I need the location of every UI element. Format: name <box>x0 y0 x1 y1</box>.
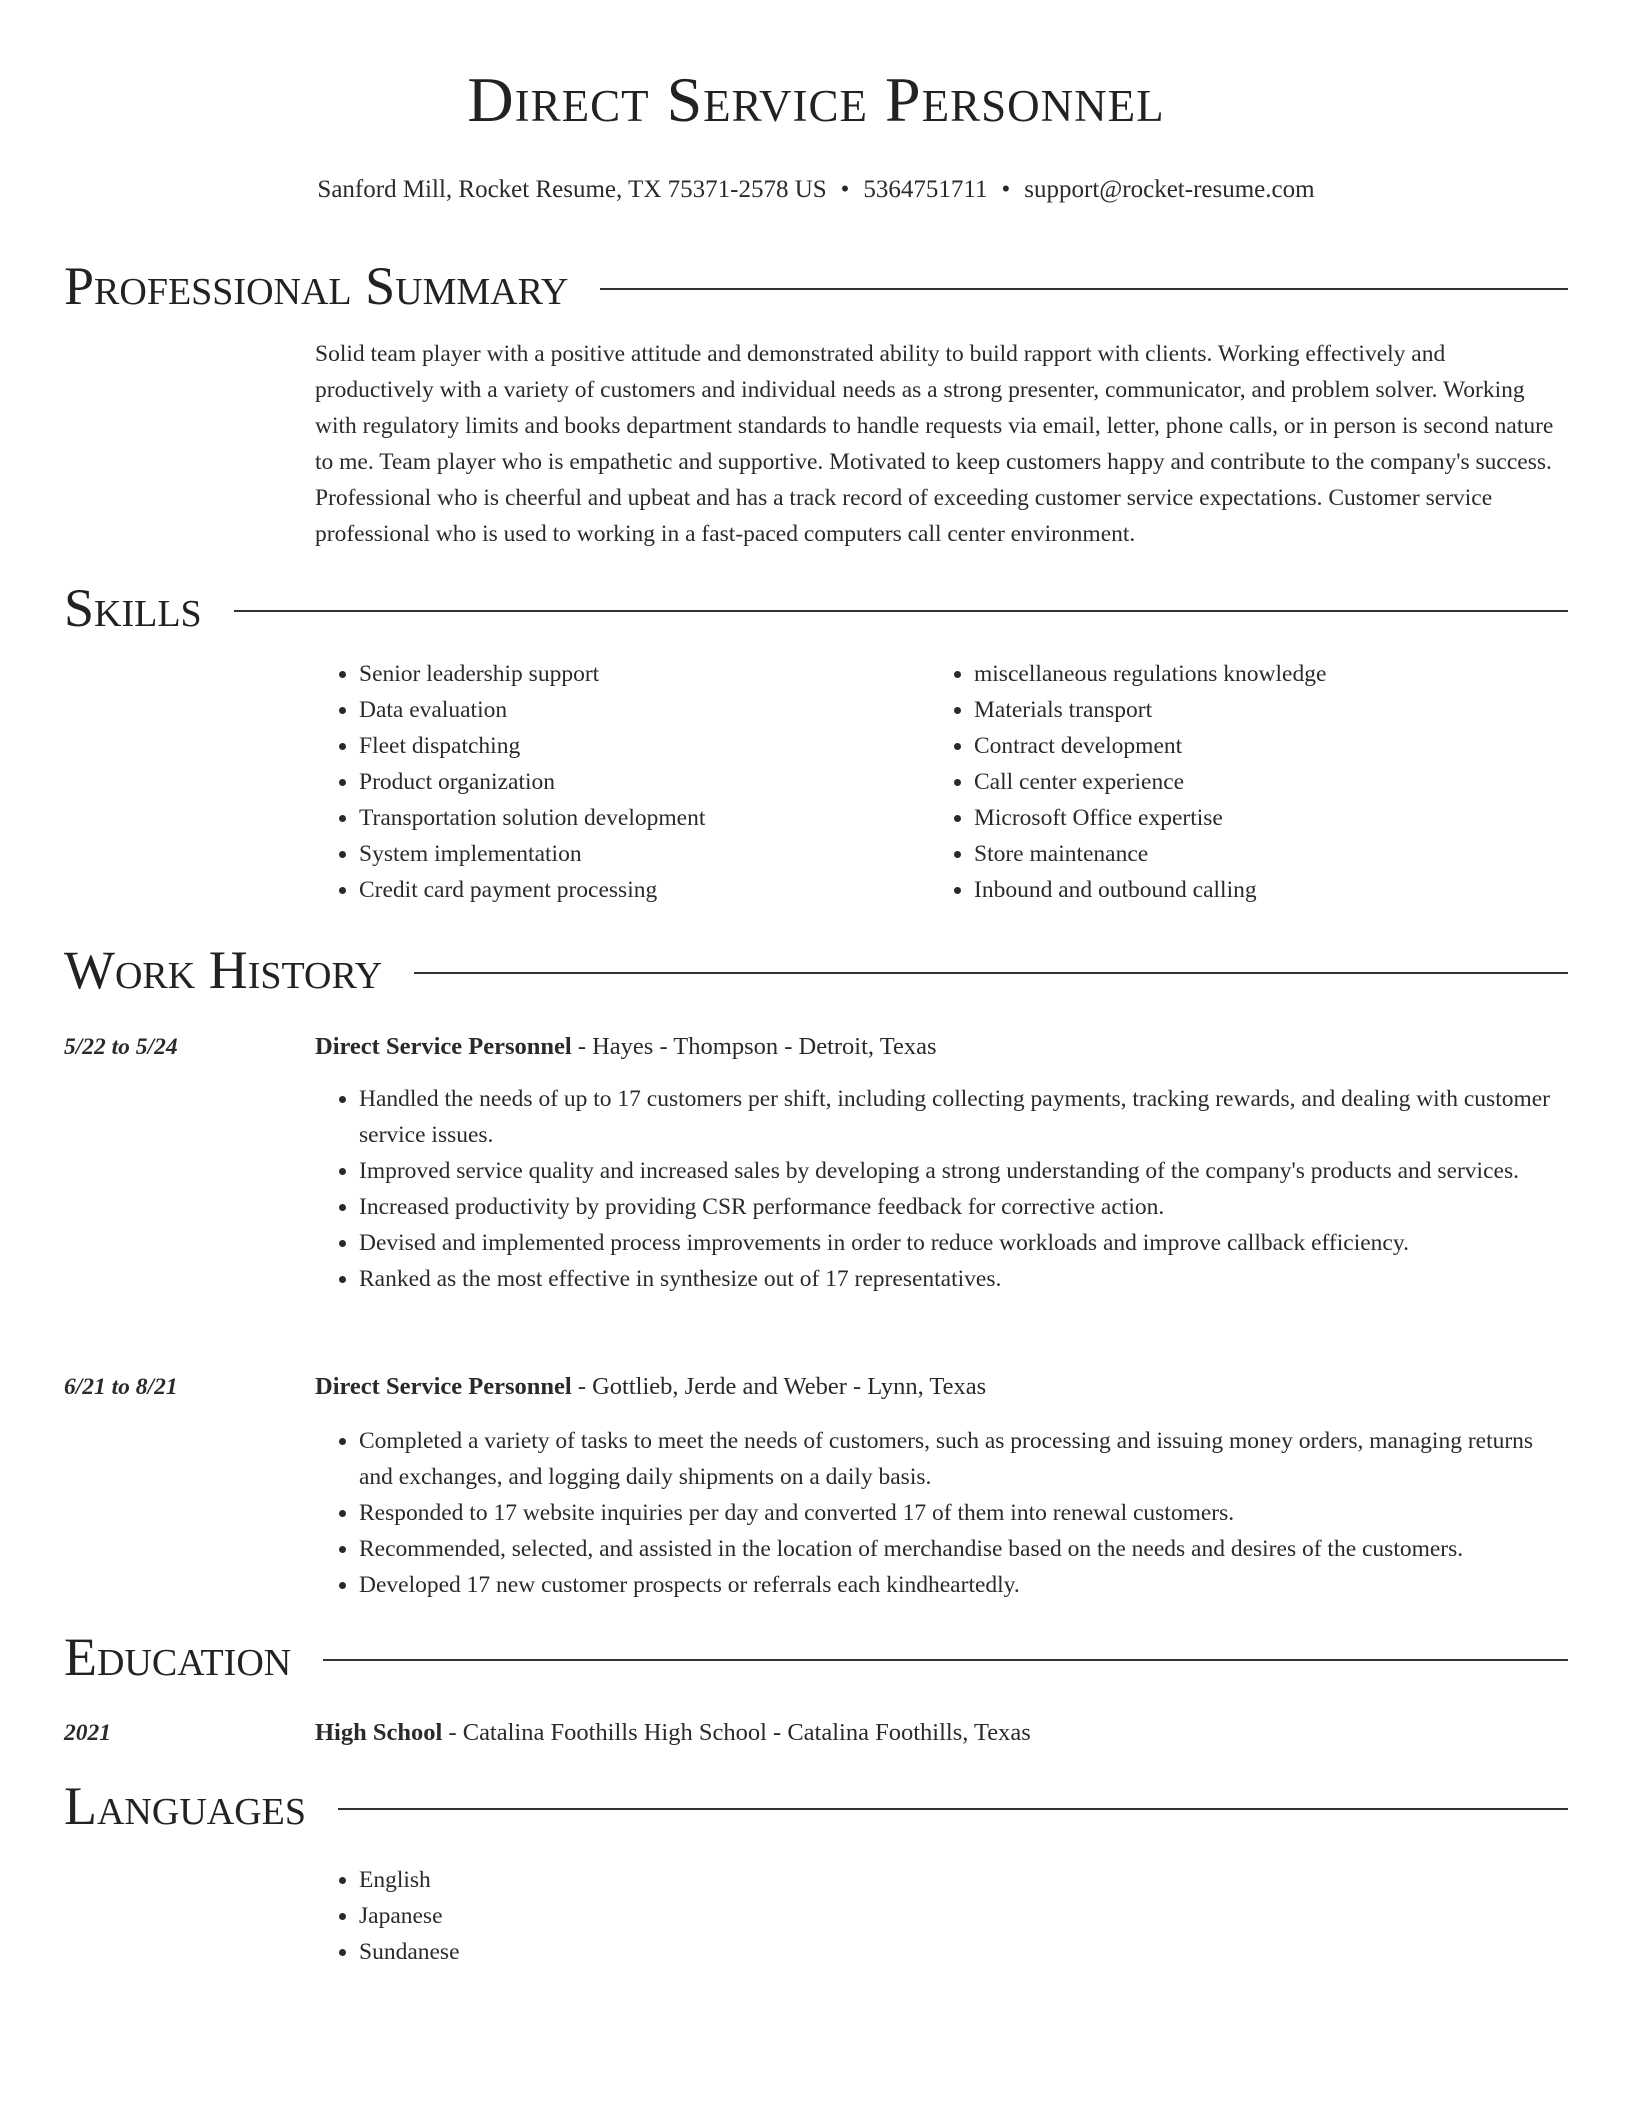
job-bullet: • Improved service quality and increased sales by developing a strong understanding of the company's products and services. <box>359 1153 1568 1189</box>
contact-separator: • <box>840 176 850 203</box>
contact-address: Sanford Mill, Rocket Resume, TX 75371-2578 US <box>317 176 827 203</box>
section-divider <box>414 972 1568 974</box>
contact-separator: • <box>1001 176 1011 203</box>
skill-item: • Store maintenance <box>974 836 1568 872</box>
section-heading-summary <box>64 251 1568 321</box>
job-entry <box>315 1029 1568 1297</box>
education-line <box>315 1715 1568 1751</box>
skill-item: • Fleet dispatching <box>359 728 915 764</box>
job-bullets <box>315 1423 1568 1603</box>
job-bullet: • Developed 17 new customer prospects or referrals each kindheartedly. <box>359 1567 1568 1603</box>
skill-item: • Call center experience <box>974 764 1568 800</box>
contact-phone: 5364751711 <box>863 176 988 203</box>
section-heading-skills <box>64 573 1568 643</box>
languages-body <box>315 1862 1568 1970</box>
skill-item: • Product organization <box>359 764 915 800</box>
job-entry <box>315 1369 1568 1603</box>
candidate-name: Direct Service Personnel <box>467 64 1165 135</box>
summary-text: Solid team player with a positive attitude and demonstrated ability to build rapport with clients. Working effectively and productively with a variety of customers and individual needs as a strong presenter, communicator, and problem solver. Working with regulatory limits and books department standards to handle requests via email, letter, phone calls, or in person is second nature to me. Team player who is empathetic and supportive. Motivated to keep customers happy and contribute to the company's success. Professional who is cheerful and upbeat and has a track record of exceeding customer service expectations. Customer service professional who is used to working in a fast-paced computers call center environment. <box>315 341 1554 547</box>
job-employer-location: - Hayes - Thompson - Detroit, Texas <box>571 1033 937 1060</box>
language-item: • Japanese <box>359 1898 1568 1934</box>
section-heading-education <box>64 1622 1568 1692</box>
job-title-line <box>315 1369 1568 1405</box>
section-title: Languages <box>64 1776 306 1836</box>
skill-item: • Materials transport <box>974 692 1568 728</box>
job-bullet: • Completed a variety of tasks to meet the needs of customers, such as processing and issuing money orders, managing returns and exchanges, and logging daily shipments on a daily basis. <box>359 1423 1568 1495</box>
job-bullet: • Handled the needs of up to 17 customers per shift, including collecting payments, tracking rewards, and dealing with customer service issues. <box>359 1081 1568 1153</box>
section-divider <box>338 1808 1568 1810</box>
job-dates: 6/21 to 8/21 <box>64 1374 178 1400</box>
section-title: Education <box>64 1627 292 1687</box>
section-heading-languages <box>64 1771 1568 1841</box>
education-year: 2021 <box>64 1720 111 1746</box>
summary-body <box>315 336 1568 552</box>
job-title: Direct Service Personnel <box>315 1373 572 1400</box>
skills-column-left <box>315 656 915 908</box>
skills-list-left <box>315 656 915 908</box>
job-bullet: • Responded to 17 website inquiries per day and converted 17 of them into renewal customers. <box>359 1495 1568 1531</box>
section-title: Work History <box>64 940 383 1000</box>
skill-item: • System implementation <box>359 836 915 872</box>
skills-column-right <box>930 656 1568 908</box>
job-employer-location: - Gottlieb, Jerde and Weber - Lynn, Texas <box>571 1373 987 1400</box>
languages-list <box>315 1862 1568 1970</box>
job-bullet: • Increased productivity by providing CSR performance feedback for corrective action. <box>359 1189 1568 1225</box>
section-title: Skills <box>64 578 202 638</box>
job-title: Direct Service Personnel <box>315 1033 572 1060</box>
job-title-line <box>315 1029 1568 1065</box>
language-item: • Sundanese <box>359 1934 1568 1970</box>
education-degree: High School <box>315 1719 443 1746</box>
skill-item: • Senior leadership support <box>359 656 915 692</box>
skill-item: • miscellaneous regulations knowledge <box>974 656 1568 692</box>
skill-item: • Credit card payment processing <box>359 872 915 908</box>
section-divider <box>323 1659 1568 1661</box>
skill-item: • Inbound and outbound calling <box>974 872 1568 908</box>
skills-list-right <box>930 656 1568 908</box>
section-title: Professional Summary <box>64 256 569 316</box>
skill-item: • Contract development <box>974 728 1568 764</box>
language-item: • English <box>359 1862 1568 1898</box>
education-school-location: - Catalina Foothills High School - Catalina Foothills, Texas <box>442 1719 1031 1746</box>
skill-item: • Microsoft Office expertise <box>974 800 1568 836</box>
skill-item: • Transportation solution development <box>359 800 915 836</box>
skill-item: • Data evaluation <box>359 692 915 728</box>
contact-email[interactable]: support@rocket-resume.com <box>1024 176 1315 203</box>
section-divider <box>600 288 1568 290</box>
education-entry <box>315 1715 1568 1751</box>
job-bullet: • Ranked as the most effective in synthesize out of 17 representatives. <box>359 1261 1568 1297</box>
job-bullets <box>315 1081 1568 1297</box>
section-heading-work-history <box>64 935 1568 1005</box>
job-bullet: • Devised and implemented process improvements in order to reduce workloads and improve callback efficiency. <box>359 1225 1568 1261</box>
contact-line <box>64 174 1568 206</box>
job-dates: 5/22 to 5/24 <box>64 1034 178 1060</box>
section-divider <box>234 610 1568 612</box>
job-bullet: • Recommended, selected, and assisted in the location of merchandise based on the needs and desires of the customers. <box>359 1531 1568 1567</box>
